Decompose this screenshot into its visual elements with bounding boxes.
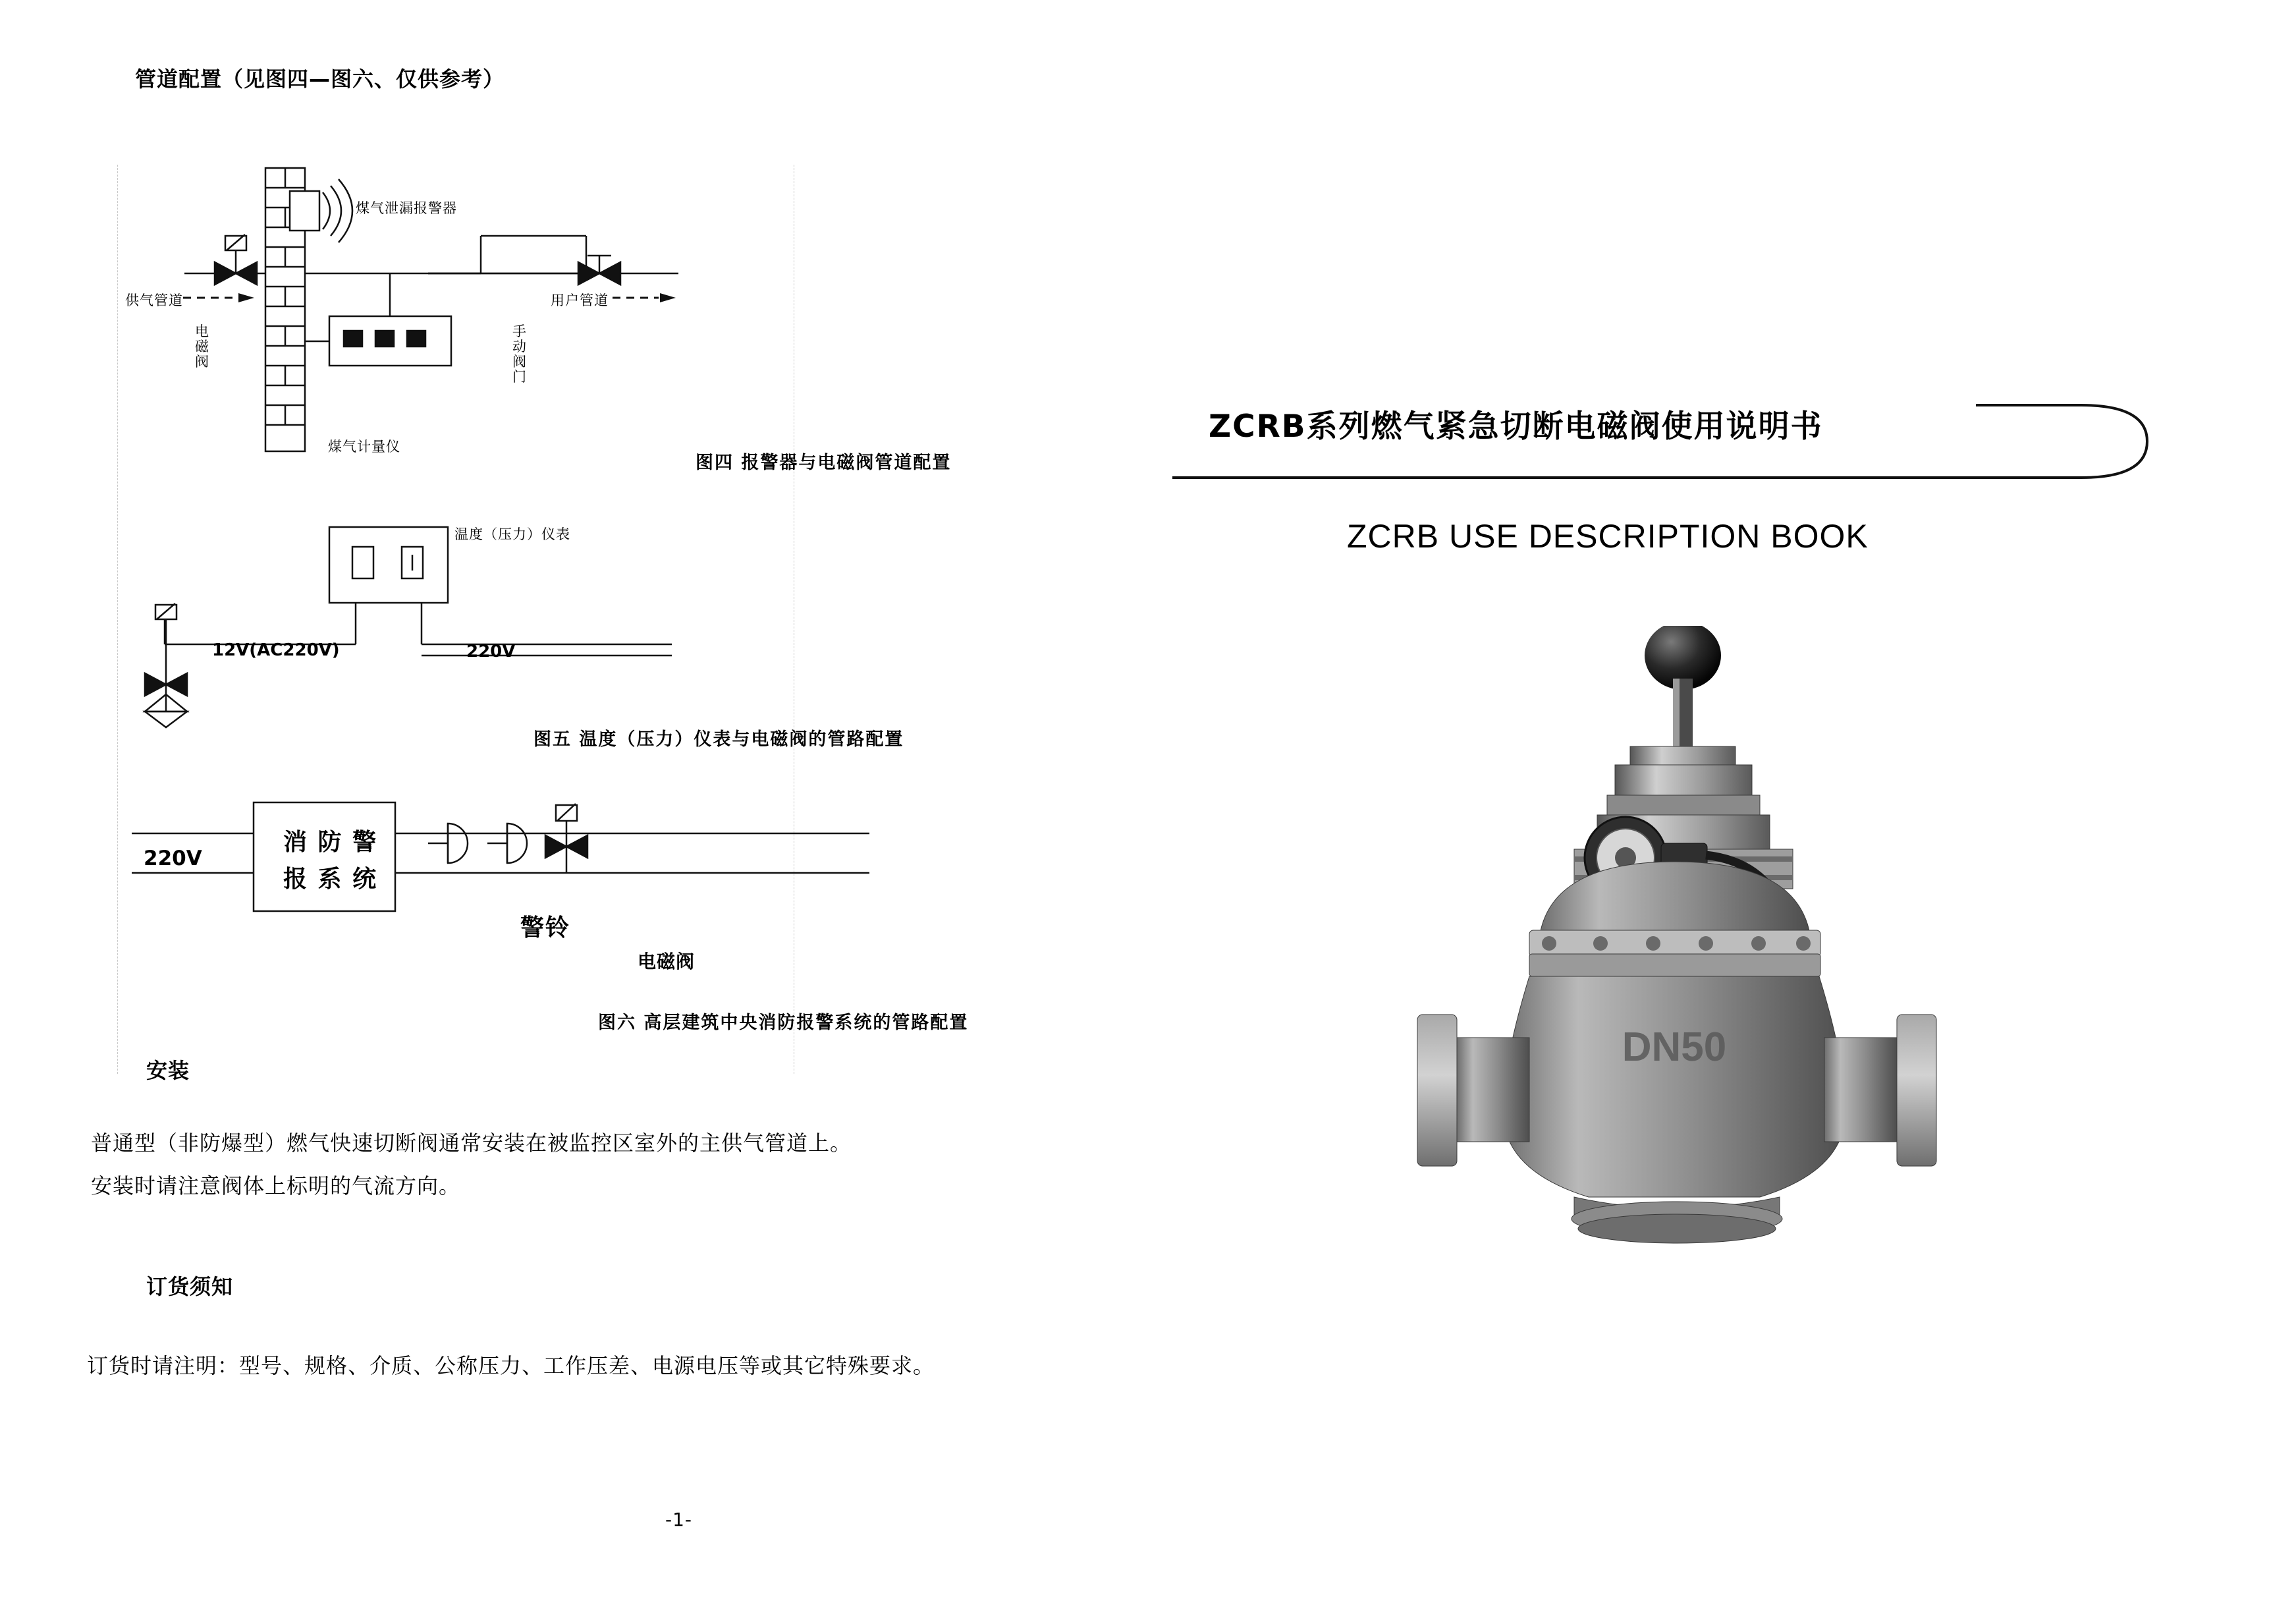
manual-title-chinese: ZCRB系列燃气紧急切断电磁阀使用说明书	[1209, 408, 1823, 445]
label-temp-pressure-instrument: 温度（压力）仪表	[454, 526, 570, 542]
label-voltage-220v-fig5: 220V	[466, 642, 516, 661]
section-heading-install: 安装	[146, 1058, 190, 1083]
manual-title-english: ZCRB USE DESCRIPTION BOOK	[1347, 518, 1869, 555]
order-paragraph: 订货时请注明：型号、规格、介质、公称压力、工作压差、电源电压等或其它特殊要求。	[87, 1353, 935, 1378]
svg-text:DN50: DN50	[1622, 1024, 1727, 1070]
figure-6-drawing	[119, 791, 975, 982]
label-bell: 警铃	[520, 914, 571, 941]
label-gas-leak-alarm: 煤气泄漏报警器	[356, 200, 457, 216]
section-heading-piping: 管道配置（见图四—图六、仅供参考）	[135, 67, 505, 92]
figure-5-drawing	[119, 520, 975, 738]
figure-5-caption: 图五 温度（压力）仪表与电磁阀的管路配置	[533, 729, 904, 750]
install-paragraph-line-1: 普通型（非防爆型）燃气快速切断阀通常安装在被监控区室外的主供气管道上。	[91, 1131, 852, 1156]
label-user-pipe: 用户管道	[551, 293, 609, 308]
label-voltage-220v-fig6: 220V	[144, 847, 202, 870]
figure-4-caption: 图四 报警器与电磁阀管道配置	[696, 453, 952, 473]
install-paragraph-line-2: 安装时请注意阀体上标明的气流方向。	[91, 1173, 461, 1198]
right-page	[1120, 0, 2296, 1620]
label-fire-alarm-system-l1: 消 防 警	[283, 829, 378, 856]
label-solenoid-valve-fig4: 电磁阀	[195, 323, 209, 370]
label-voltage-12v: 12V(AC220V)	[212, 640, 340, 660]
label-manual-valve: 手动阀门	[512, 323, 526, 385]
label-fire-alarm-system-l2: 报 系 统	[283, 866, 378, 893]
figure-6-caption: 图六 高层建筑中央消防报警系统的管路配置	[598, 1013, 969, 1033]
label-supply-pipe: 供气管道	[125, 293, 183, 308]
figure-4-drawing	[86, 152, 1113, 494]
section-heading-order: 订货须知	[146, 1274, 234, 1299]
label-solenoid-valve-fig6: 电磁阀	[638, 951, 696, 972]
left-page	[0, 0, 1120, 1620]
page-number: -1-	[665, 1509, 693, 1530]
product-photo-solenoid-valve	[1377, 626, 2035, 1364]
label-gas-meter: 煤气计量仪	[328, 439, 400, 455]
